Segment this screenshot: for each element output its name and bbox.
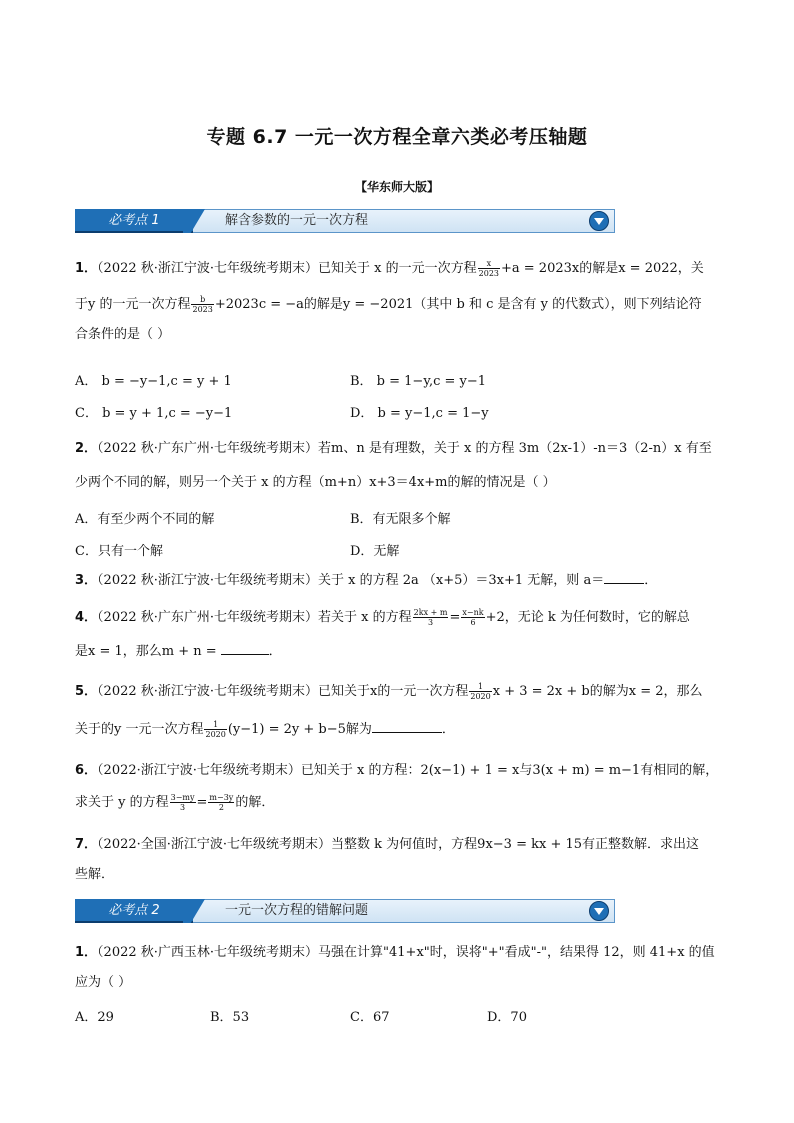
- question-3: [75, 566, 720, 596]
- question-text: +2，无论 k 为任何数时，它的解总: [485, 610, 690, 625]
- option-a[interactable]: A． b = −y−1,c = y + 1: [75, 374, 232, 389]
- options-row: [75, 540, 720, 562]
- options-row: [75, 1006, 720, 1028]
- fraction: $\frac{x-nk}{6}$: [462, 608, 484, 627]
- equals-sign: =: [196, 795, 208, 810]
- question-text: 些解．: [75, 867, 115, 882]
- section-header-1: [75, 209, 615, 233]
- question-text: 求关于 y 的方程: [75, 795, 169, 810]
- fraction: $\frac{x}{2023}$: [478, 259, 499, 278]
- chevron-down-icon[interactable]: [589, 211, 609, 231]
- question-text: 若关于 x 的方程: [318, 610, 412, 625]
- option-d[interactable]: D．无解: [350, 544, 400, 559]
- option-a[interactable]: A．29: [75, 1010, 114, 1025]
- question-number: 3．: [75, 573, 98, 588]
- section-tag: 必考点 1: [75, 209, 193, 233]
- equals-sign: =: [449, 610, 461, 625]
- question-text: 若m、n 是有理数，关于 x 的方程 3m（2x-1）-n＝3（2-n）x 有至: [318, 441, 712, 456]
- question-source: （2022 秋·广东广州·七年级统考期末）: [97, 441, 319, 456]
- option-a[interactable]: A．有至少两个不同的解: [75, 512, 215, 527]
- question-number: 6．: [75, 763, 98, 778]
- fraction: $\frac{3-my}{3}$: [170, 793, 195, 812]
- question-text: 的解．: [235, 795, 275, 810]
- edition-label: 【华东师大版】: [354, 180, 439, 194]
- question-text: 关于 x 的方程 2a （x+5）＝3x+1 无解，则 a＝: [318, 573, 605, 588]
- question-number: 5．: [75, 684, 98, 699]
- option-d[interactable]: D． b = y−1,c = 1−y: [350, 406, 489, 421]
- question-number: 7．: [75, 837, 98, 852]
- question-text: 当整数 k 为何值时，方程9x−3 = kx + 15有正整数解．求出这: [331, 837, 700, 852]
- punctuation: ．: [644, 573, 658, 588]
- question-source: （2022 秋·浙江宁波·七年级统考期末）: [97, 261, 319, 276]
- question-text: x + 3 = 2x + b的解为x = 2，那么: [492, 684, 703, 699]
- question-8: [75, 938, 720, 998]
- question-text: 少两个不同的解，则另一个关于 x 的方程（m+n）x+3＝4x+m的解的情况是（ ）: [75, 475, 556, 490]
- question-6: [75, 756, 720, 818]
- section-label: 解含参数的一元一次方程: [225, 213, 369, 228]
- question-text: 已知关于 x 的方程：2(x−1) + 1 = x与3(x + m) = m−1有相同的解，: [300, 763, 719, 778]
- punctuation: ．: [441, 722, 455, 737]
- question-text: 关于的y 一元一次方程: [75, 722, 204, 737]
- question-text: 应为（ ）: [75, 975, 132, 990]
- question-number: 2．: [75, 441, 98, 456]
- option-c[interactable]: C． b = y + 1,c = −y−1: [75, 406, 233, 421]
- question-number: 4．: [75, 610, 98, 625]
- question-text: (y−1) = 2y + b−5解为: [227, 722, 372, 737]
- fraction: $\frac{m-3y}{2}$: [209, 793, 234, 812]
- fraction: $\frac{1}{2020}$: [205, 720, 226, 739]
- answer-blank[interactable]: [221, 642, 269, 655]
- question-2: [75, 434, 720, 498]
- question-number: 1．: [75, 945, 98, 960]
- question-number: 1．: [75, 261, 98, 276]
- question-source: （2022·全国·浙江宁波·七年级统考期末）: [97, 837, 332, 852]
- answer-blank[interactable]: [372, 720, 442, 733]
- question-text: 已知关于 x 的一元一次方程: [318, 261, 477, 276]
- options-row: [75, 508, 720, 530]
- question-text: 已知关于x的一元一次方程: [318, 684, 469, 699]
- options-row: [75, 402, 720, 424]
- option-c[interactable]: C．只有一个解: [75, 544, 163, 559]
- question-text: 是x = 1，那么m + n =: [75, 644, 217, 659]
- punctuation: ．: [268, 644, 282, 659]
- page-title: 专题 6.7 一元一次方程全章六类必考压轴题: [206, 126, 588, 148]
- option-d[interactable]: D．70: [487, 1010, 527, 1025]
- question-5: [75, 677, 720, 745]
- question-7: [75, 830, 720, 890]
- question-source: （2022 秋·浙江宁波·七年级统考期末）: [97, 684, 319, 699]
- option-b[interactable]: B． b = 1−y,c = y−1: [350, 374, 487, 389]
- question-text: 合条件的是（ ）: [75, 327, 171, 342]
- question-source: （2022 秋·广东广州·七年级统考期末）: [97, 610, 319, 625]
- fraction: $\frac{b}{2023}$: [192, 295, 213, 314]
- section-header-2: [75, 899, 615, 923]
- question-source: （2022 秋·广西玉林·七年级统考期末）: [97, 945, 319, 960]
- question-1: [75, 254, 720, 350]
- section-tag: 必考点 2: [75, 899, 193, 923]
- question-4: [75, 603, 720, 667]
- question-text: 于y 的一元一次方程: [75, 297, 191, 312]
- option-b[interactable]: B．有无限多个解: [350, 512, 451, 527]
- section-label: 一元一次方程的错解问题: [225, 903, 369, 918]
- answer-blank[interactable]: [604, 571, 644, 584]
- question-source: （2022·浙江宁波·七年级统考期末）: [97, 763, 301, 778]
- option-b[interactable]: B．53: [210, 1010, 250, 1025]
- fraction: $\frac{2kx + m}{3}$: [413, 608, 448, 627]
- question-text: +a = 2023x的解是x = 2022，关: [501, 261, 704, 276]
- options-row: [75, 370, 720, 392]
- question-text: 马强在计算"41+x"时，误将"+"看成"-"，结果得 12，则 41+x 的值: [318, 945, 715, 960]
- fraction: $\frac{1}{2020}$: [470, 682, 491, 701]
- option-c[interactable]: C．67: [350, 1010, 390, 1025]
- chevron-down-icon[interactable]: [589, 901, 609, 921]
- question-text: +2023c = −a的解是y = −2021（其中 b 和 c 是含有 y 的代数式），则下列结论符: [214, 297, 702, 312]
- question-source: （2022 秋·浙江宁波·七年级统考期末）: [97, 573, 319, 588]
